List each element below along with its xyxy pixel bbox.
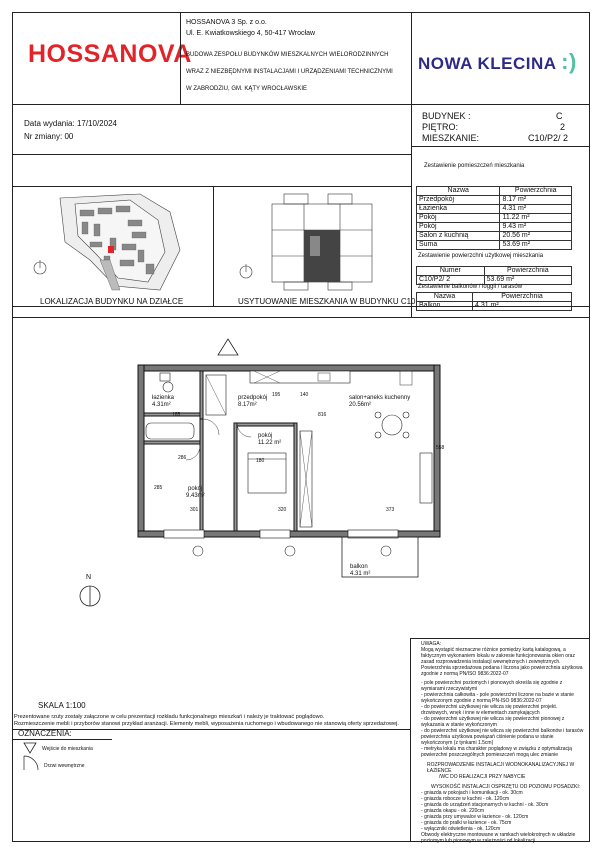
site-caption: LOKALIZACJA BUDYNKU NA DZIAŁCE [40,297,184,306]
legend-door: Drzwi wewnętrzne [44,763,85,769]
floor-value: 2 [560,122,566,132]
floor-plan [120,335,450,585]
room1-area: 11.22 m² [258,440,282,446]
room1-label: pokój [258,433,273,439]
scale-note: Prezentowane rzuty zostały załączone w celu prezentacji rozkładu funkcjonalnego mieszkań i należy je traktować poglądowo. Rozmieszczenie mebli i przyborów stanowi przykład aranżacji. Elementy mebli, wyposażenia ruchomego i wbudowanego nie stanowią oferty sprzedażowej. [14,714,399,727]
balcony-table: Nazwa Powierzchnia Balkon 4.31 m² [416,292,572,311]
site-map [20,190,210,294]
apt-value: C10/P2/ 2 [528,133,569,143]
building-label: BUDYNEK : [422,111,471,121]
legend-entry: Wejście do mieszkania [42,746,93,752]
table-row: Pokój 11.22 m² [417,214,572,223]
table-row: Pokój 9.43 m² [417,223,572,232]
company-address: Ul. E. Kwiatkowskiego 4, 50-417 Wrocław [186,30,316,37]
hall-area: 8.17m² [238,402,257,408]
usable-table-title: Zestawienie powierzchni użytkowej mieszkania [418,253,544,259]
notes-block: UWAGA: Mogą wystąpić nieznaczne różnice pomiędzy kartą katalogową, a faktycznym wykonaniem lokalu w zakresie funkcjonowania okien oraz zasad rozprowadzenia instalacji wewnętrznych i zewnętrznych. Powierzchnia sprzedażowa podana i liczona jako powierzchnia użytkowa zgodnie z normą PN/ISO 9836:2022-07 - pole powierzchni poziomych i pionowych określa się zgodnie z wymiarami rzeczywistymi - powierzchnia całkowita - pole powierzchni liczone na bazie w stanie wykończonym zgodnie z normą PN-ISO 9836:2022-07 - do powierzchni użytkowej nie wlicza się powierzchni projekt. drzwiowych, wnęk i inne w elementach zamykających - do powierzchni użytkowej nie wlicza się powierzchni pionowej z wykazania w stanie wykończonym - do powierzchni użytkowej nie wlicza się powierzchni balkonów i tarasów powierzchnia użytkowa powiązań ciśnienie podana w stanie wykończonym (z tynkami 1.5cm) - metryka lokalu ma charakter poglądowy w związku z optymalizacją powierzchni poszczególnych pomieszczeń mogą ulec zmianie ROZPROWADZENIE INSTALACJI WODNOKANALIZACYJNEJ W ŁAZIENCE /WC DO REALIZACJI PRZY NABYCIE WYSOKOŚĆ INSTALACJI OSPRZĘTU OD POZIOMU POSADZKI: - gniazda w pokojach i komunikacji - ok. 30cm - gniazda robocze w kuchni - ok. 120cm - gniazda do urządzeń stacjonarnych w kuchni - ok. 30cm - gniazda okapu - ok. 220cm - gniazda przy umywalce w łazience - ok. 120cm - gniazda do pralki w łazience - ok. 75cm - wyłączniki oświetlenia - ok. 120cm Obwody elektryczne montowane w ramkach wielokrotnych w układzie poziomym lub pionowym w zależności od lokalizacji [421,641,584,844]
highlighted-building [108,246,114,253]
legend-title: OZNACZENIA: [18,729,72,738]
project-line2: WRAZ Z NIEZBĘDNYMI INSTALACJAMI I URZĄDZENIAMI TECHNICZNYMI [186,69,393,75]
hall-label: przedpokój [238,395,268,401]
north-label: N [86,574,92,581]
bath-label: łazienka [152,395,175,401]
scale-label: SKALA 1:100 [38,701,86,710]
rooms-table: Nazwa Powierzchnia Przedpokój 8.17 m² Łazienka 4.31 m² Pokój 11.22 m² Pokój 9.43 m² Salon z kuchnią 20.56 m² Suma 53.69 m² [416,186,572,250]
dim-label: 140 [300,392,309,398]
dim-label: 195 [272,392,281,398]
dim-label: 286 [178,455,187,461]
rooms-table-title: Zestawienie pomieszczeń mieszkania [424,163,525,169]
room2-area: 9.43m² [186,493,205,499]
table-row: Łazienka 4.31 m² [417,205,572,214]
project-line3: W ZABRODZIU, GM. KĄTY WROCŁAWSKIE [186,86,308,92]
table-row: Salon z kuchnią 20.56 m² [417,232,572,241]
table-row: C10/P2/ 2 53.69 m² [417,276,572,285]
dim-label: 180 [256,458,265,464]
bath-area: 4.31m² [152,402,171,408]
table-row: Przedpokój 8.17 m² [417,196,572,205]
building-value: C [556,111,563,121]
room2-label: pokój [188,486,203,492]
usable-table: Numer Powierzchnia C10/P2/ 2 53.69 m² [416,266,572,285]
living-area: 20.56m² [349,402,372,408]
company-name: HOSSANOVA 3 Sp. z o.o. [186,19,267,26]
entrance-marker [218,339,238,355]
issue-date: Data wydania: 17/10/2024 [24,119,117,128]
nowa-klecina-logo: NOWA KLECINA :) [418,49,577,74]
dim-label: 373 [386,507,395,513]
north-arrow-icon [78,584,102,608]
table-row: Balkon 4.31 m² [417,302,572,311]
living-label: salon+aneks kuchenny [349,395,411,401]
balcony-area: 4.31 m² [350,571,371,577]
balcony-table-title: Zestawienie balkonów / loggii / tarasów [418,284,523,290]
building-plan [232,190,404,294]
dim-label: 816 [318,412,327,418]
table-row: Suma 53.69 m² [417,241,572,250]
change-number: Nr zmiany: 00 [24,132,74,141]
hossanova-logo: HOSSANOVA [28,40,192,68]
dim-label: 301 [190,507,199,513]
dim-label: 285 [154,485,163,491]
highlighted-apartment [304,230,340,282]
project-line1: BUDOWA ZESPOŁU BUDYNKÓW MIESZKALNYCH WIELORODZINNYCH [186,52,389,58]
building-caption: USYTUOWANIE MIESZKANIA W BUDYNKU C10 [238,297,416,306]
balcony-label: balkon [350,564,368,570]
dim-label: 185 [172,412,181,418]
dim-label: 558 [436,445,445,451]
door-icon [22,754,40,772]
apt-label: MIESZKANIE: [422,133,480,143]
floor-label: PIĘTRO: [422,122,459,132]
dim-label: 320 [278,507,287,513]
smiley-icon: :) [561,49,577,74]
entrance-marker-icon [22,741,38,755]
